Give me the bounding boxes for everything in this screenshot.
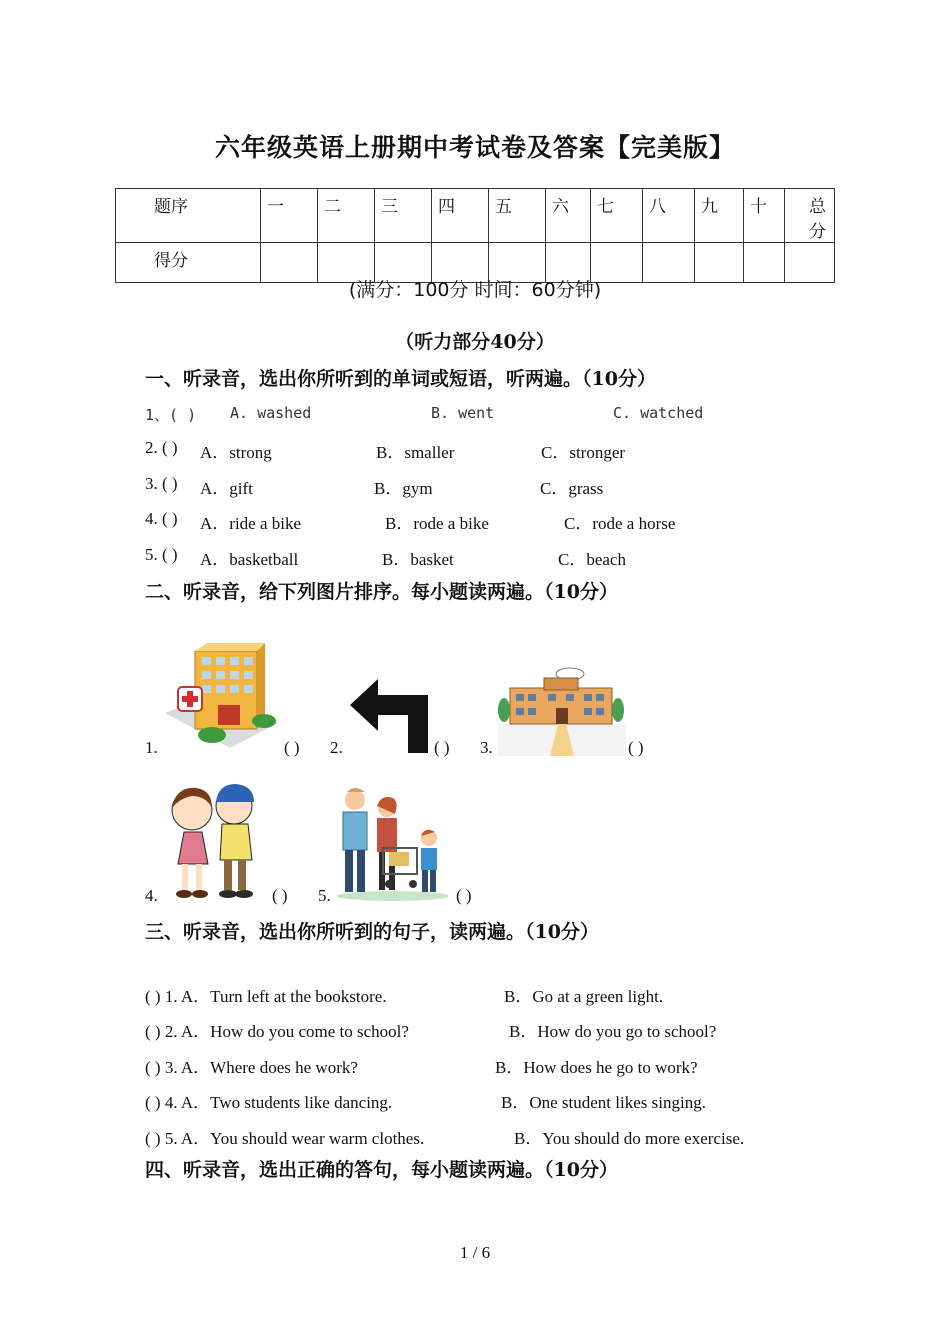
header-cell: 二 bbox=[318, 189, 375, 243]
q1-option-a: A. washed bbox=[230, 404, 312, 422]
exam-meta: (满分：100分 时间：60分钟) bbox=[348, 279, 602, 301]
header-cell: 一 bbox=[261, 189, 318, 243]
school-image bbox=[498, 666, 626, 756]
q1-option-c: C．rode a horse bbox=[564, 514, 676, 533]
page-title: 六年级英语上册期中考试卷及答案【完美版】 bbox=[214, 133, 735, 162]
hospital-image bbox=[160, 643, 282, 755]
q3-option-b: B．You should do more exercise. bbox=[514, 1129, 745, 1148]
header-cell: 总分 bbox=[785, 189, 835, 243]
q1-option-a: A．ride a bike bbox=[200, 514, 302, 533]
header-cell: 五 bbox=[489, 189, 546, 243]
header-cell: 四 bbox=[432, 189, 489, 243]
q3-option-b: B．Go at a green light. bbox=[504, 987, 664, 1006]
q2-item-number: 4. bbox=[145, 886, 158, 905]
q1-option-a: A．strong bbox=[200, 443, 272, 462]
section-1-heading: 一、听录音，选出你所听到的单词或短语，听两遍。（10分） bbox=[145, 368, 656, 390]
q1-num: 5. ( ) bbox=[145, 545, 178, 564]
q2-item-number: 5. bbox=[318, 886, 331, 905]
students-walking-image bbox=[162, 782, 266, 902]
score-table bbox=[115, 188, 835, 283]
page-number: 1 / 6 bbox=[459, 1243, 491, 1262]
header-cell: 七 bbox=[591, 189, 643, 243]
q1-option-b: B．basket bbox=[382, 550, 454, 569]
q3-option-a: ( ) 2. A．How do you come to school? bbox=[145, 1022, 409, 1041]
q2-answer-blank[interactable]: ( ) bbox=[272, 886, 288, 905]
score-row-label: 得分 bbox=[116, 243, 261, 283]
q1-option-a: A．gift bbox=[200, 479, 253, 498]
q1-option-b: B．gym bbox=[374, 479, 433, 498]
q3-option-b: B．How do you go to school? bbox=[509, 1022, 717, 1041]
q2-item-number: 3. bbox=[480, 738, 493, 757]
family-shopping-image bbox=[335, 784, 451, 902]
header-cell: 十 bbox=[744, 189, 785, 243]
q2-answer-blank[interactable]: ( ) bbox=[284, 738, 300, 757]
header-cell: 六 bbox=[546, 189, 591, 243]
q2-answer-blank[interactable]: ( ) bbox=[456, 886, 472, 905]
section-2-heading: 二、听录音，给下列图片排序。每小题读两遍。（10分） bbox=[145, 581, 618, 603]
q2-answer-blank[interactable]: ( ) bbox=[434, 738, 450, 757]
q1-option-c: C. watched bbox=[613, 404, 704, 422]
q1-option-b: B．smaller bbox=[376, 443, 455, 462]
header-cell: 三 bbox=[375, 189, 432, 243]
q1-option-a: A．basketball bbox=[200, 550, 299, 569]
q1-option-b: B．rode a bike bbox=[385, 514, 489, 533]
q1-num: 3. ( ) bbox=[145, 474, 178, 493]
q1-option-b: B. went bbox=[431, 404, 495, 422]
q1-num: 1、( ) bbox=[145, 406, 197, 424]
score-table-header-row bbox=[116, 189, 835, 243]
section-3-heading: 三、听录音，选出你所听到的句子，读两遍。（10分） bbox=[145, 921, 599, 943]
header-cell: 题序 bbox=[116, 189, 261, 243]
section-4-heading: 四、听录音，选出正确的答句，每小题读两遍。（10分） bbox=[145, 1159, 618, 1181]
q3-option-a: ( ) 5. A．You should wear warm clothes. bbox=[145, 1129, 425, 1148]
q1-option-c: C．stronger bbox=[541, 443, 626, 462]
turn-left-arrow-icon bbox=[348, 677, 432, 755]
q1-option-c: C．grass bbox=[540, 479, 604, 498]
q2-item-number: 2. bbox=[330, 738, 343, 757]
q3-option-b: B．One student likes singing. bbox=[501, 1093, 706, 1112]
q1-option-c: C．beach bbox=[558, 550, 626, 569]
q2-answer-blank[interactable]: ( ) bbox=[628, 738, 644, 757]
q3-option-a: ( ) 1. A．Turn left at the bookstore. bbox=[145, 987, 387, 1006]
q2-item-number: 1. bbox=[145, 738, 158, 757]
header-cell: 八 bbox=[643, 189, 695, 243]
q3-option-a: ( ) 4. A．Two students like dancing. bbox=[145, 1093, 393, 1112]
q1-num: 4. ( ) bbox=[145, 509, 178, 528]
listening-header: （听力部分40分） bbox=[395, 331, 555, 353]
header-cell: 九 bbox=[695, 189, 744, 243]
q3-option-b: B．How does he go to work? bbox=[495, 1058, 698, 1077]
q3-option-a: ( ) 3. A．Where does he work? bbox=[145, 1058, 358, 1077]
q1-num: 2. ( ) bbox=[145, 438, 178, 457]
